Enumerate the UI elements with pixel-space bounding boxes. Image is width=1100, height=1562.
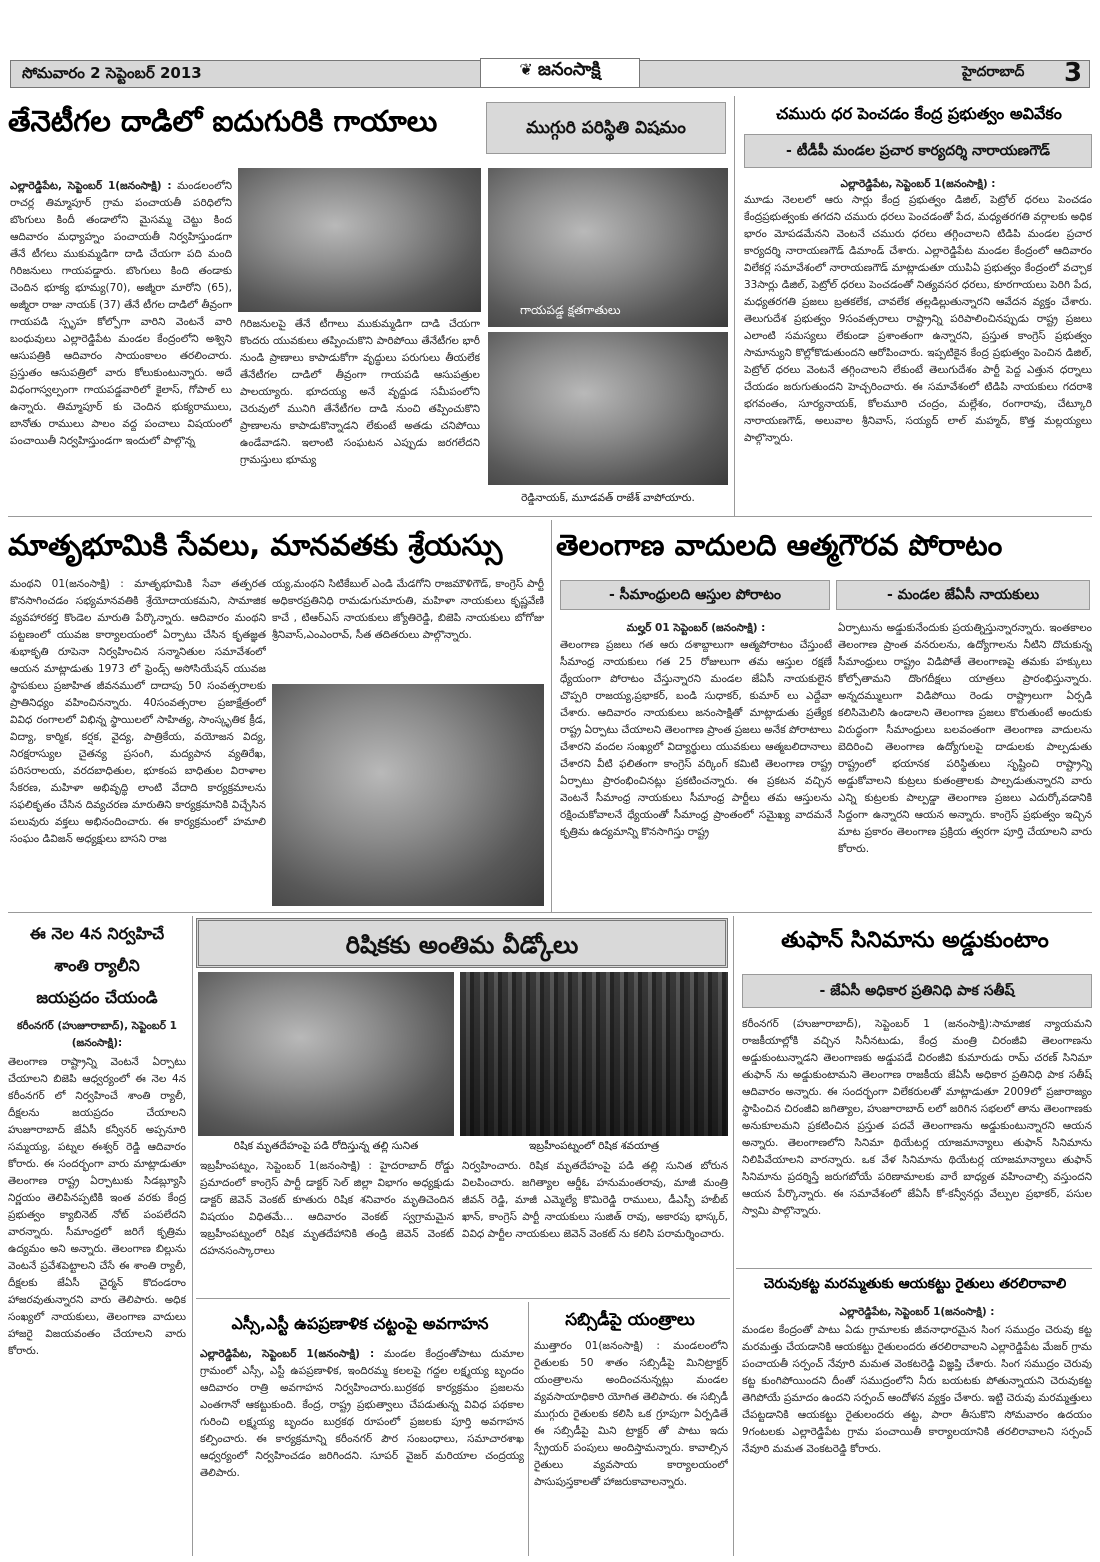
a4-col1-text: తెలంగాణ ప్రజలు గత ఆరు దశాబ్దాలుగా ఆత్మపోరాటం చేస్తుంటే సీమాంధ్ర నాయకులు గత 25 రోజులుగా తమ ఆస్తుల రక్షణే ధ్యేయంగా పోరాటం చేస్తున్నారని మండల జేఏసీ నాయకులైన చొప్పరి రాజయ్య,ప్రభాకర్, బండి సుధాకర్, కుమార్ లు ఎద్దేవా చేశారు. ఆదివారం నాయకులు జనంసాక్షితో మాట్లాడుతు ప్రత్యేక రాష్ట్ర ఏర్పాటు చేయాలని తెలంగాణ ప్రాంత ప్రజలు అనేక పోరాటాలు చేశారని వందల సంఖ్యలో విద్యార్థులు యువకులు ఆత్మబలిదానాలు చేశారని వీటి ఫలితంగా కాంగ్రెస్ వర్కింగ్ కమిటి తెలంగాణ రాష్ట్ర ఏర్పాటు ప్రారంభించినట్లు ప్రకటించన్నారు. ఈ ప్రకటన వచ్చిన వెంటనే సీమాంధ్ర నాయకులు సీమాంధ్ర పార్టీలు తమ ఆస్తులను రక్షించుకోవాలనే ధ్యేయంతో సీమాంధ్ర ప్రాంతంలో సమైఖ్య వాదమనే కృత్రిమ ఉద్యమాన్ని కొనసాగిస్తు రాష్ట్ర <box>560 639 832 838</box>
a9-body <box>200 1346 524 1546</box>
a9-headline: ఎస్సీ,ఎస్టీ ఉపప్రణాళిక చట్టంపై అవగాహన <box>231 1314 489 1333</box>
a8-headline: చెరువుకట్ట మరమ్మతుకు ఆయకట్టు రైతులు తరలిరావాలి <box>763 1276 1067 1292</box>
a4-col1 <box>560 620 832 908</box>
a1-photo-1 <box>238 168 481 312</box>
a1-photo-caption-2: రెడ్డినాయక్, మూడవత్ రాజేశ్ వాపోయారు. <box>521 492 695 504</box>
a3-headline: మాతృభూమికి సేవలు, మానవతకు శ్రేయస్సు <box>8 528 503 562</box>
a6-headline: రిషికకు అంతిమ వీడ్కోలు <box>196 918 728 968</box>
a6-col2: నిర్వహించారు. రిషిక మృతదేహంపై పడి తల్లి సునిత బోరున విలపించారు. జగిత్యాల ఆర్డీఓ హనుమంతరావు, మాజీ మంత్రి జీవన్ రెడ్డి, మాజీ ఎమ్మెల్యే కొమిరెడ్డి రాములు, డీఎస్పీ హబీబ్ ఖాన్, కాంగ్రెస్ పార్టీ నాయకులు సుజిత్ రావు, అకారపు భాస్కర్, వివిధ పార్టీల నాయకులు జెవెన్ వెంకట్ ను కలిసి పరామర్శించారు. <box>462 1160 728 1240</box>
logo-text: జనంసాక్షి <box>537 59 601 80</box>
a4-col2: ఏర్పాటును అడ్డుకునేందుకు ప్రయత్నిస్తున్నారన్నారు. ఇంతకాలం తెలంగాణ ప్రాంత వనరులను, ఉద్యోగాలను నీటిని దొచుకున్న సీమాంధ్రులు రాష్ట్రం విడిపోతే తెలంగాణపై తమకు హక్కులు కోల్పోతామని దొంగదీక్షలు యాత్రలు ప్రారంభిస్తున్నారు. అన్నదమ్ములుగా విడిపోయి రెండు రాష్ట్రాలుగా ఏర్పడి కలిసిమెలిసి ఉండాలని తెలంగాణ ప్రజలు కొరుతుంటే అందుకు విరుద్ధంగా సీమాంధ్రులు బలవంతంగా తెలంగాణ వాదులను బెదిరించి తెలంగాణ ఉద్యోగులపై దాడులకు పాల్పడుతు రాష్ట్రంలో భయానక పరిస్థితులు సృష్టించి రాష్ట్రాన్ని అడ్డుకోవాలని కుట్రలు కుతంత్రాలకు పాల్పడుతున్నారని వారు ఎన్ని కుట్రలకు పాల్పడ్డా తెలంగాణ ప్రజలు ఎదుర్కోవడానికి సిద్దంగా ఉన్నారని ఆయన అన్నారు. కాంగ్రెస్ ప్రభుత్వం ఇచ్చిన మాట ప్రకారం తెలంగాణ ప్రక్రియ త్వరగా పూర్తి చేయాలని వారు కోరారు. <box>838 622 1092 855</box>
a7-body: కరీంనగర్ (హుజూరాబాద్), సెప్టెంబర్ 1 (జనంసాక్షి):సామాజిక న్యాయమని రాజకీయాల్లోకి వచ్చిన సినీనటుడు, కేంద్ర మంత్రి చిరంజీవి తెలంగాణను అడ్డుకుంటున్నాడని తెలంగాణకు అడ్డుపడే చిరంజీవి కుమారుడు రామ్ చరణ్ సినిమా తుఫాన్ ను అడ్డుకుంటామని తెలంగాణ రాజకీయ జేఏసీ అధికార ప్రతినిధి పాక సతీష్ ఆదివారం అన్నారు. ఈ సందర్భంగా విలేకరులతో మాట్లాడుతూ 2009లో ప్రజారాజ్యం స్థాపించిన చిరంజీవి జగిత్యాల, హుజూరాబాద్ లలో జరిగిన సభలలో తాను తెలంగాణకు అనుకూలమని ప్రకటించిన ప్రస్తుత పదవే తెలంగాణను అడ్డుకుంటున్నారని ఆయన అన్నారు. తెలంగాణలోని సినిమా థియేటర్ల యాజమాన్యాలు తుఫాన్ సినిమాను నిలిపివేయాలని వారన్నారు. ఒక వేళ సినిమాను థియేటర్ల యాజమాన్యాలు తుఫాన్ సినిమాను ప్రదర్శిస్తే జరుగబోయే పరిణామాలకు వారే బాధ్యత వహించాల్సి వస్తుందని ఆయన పేర్కొన్నారు. ఈ సమావేశంలో జేఏసీ కో-కన్వీనర్లు వేల్పుల ప్రభాకర్, పసుల స్వామి పాల్గొన్నారు. <box>742 1018 1092 1217</box>
a5-headline <box>6 918 188 1014</box>
a1-photo-3 <box>488 332 728 485</box>
a1-dateline: ఎల్లారెడ్డిపేట, సెప్టెంబర్ 1(జనంసాక్షి) : <box>10 180 172 192</box>
a2-subhead: - టీడీపీ మండల ప్రచార కార్యదర్శి నారాయణగౌడ్ <box>744 134 1092 168</box>
masthead-date: సోమవారం 2 సెప్టెంబర్ 2013 <box>22 64 202 82</box>
a6-col1: ఇబ్రహీంపట్నం, సెప్టెంబర్ 1(జనంసాక్షి) : హైదరాబాద్ రోడ్డు ప్రమాదంలో కాంగ్రెస్ పార్టీ డాక్టర్ సెల్ జిల్లా విభాగం అధ్యక్షుడు డాక్టర్ జెవెన్ వెంకట్ కూతురు రిషిక శనివారం మృతిచెందిన విషయం విధితమే... ఆదివారం వెంకట్ స్వగ్రామమైన ఇబ్రహీంపట్నంలో రిషిక మృతదేహానికి తండ్రి జెవెన్ వెంకట్ దహనసంస్కారాలు <box>200 1160 454 1257</box>
a8-dateline: ఎల్లారెడ్డిపేట, సెప్టెంబర్ 1(జనంసాక్షి) : <box>839 1306 995 1318</box>
divider-row1 <box>8 516 1092 517</box>
col-divider <box>551 520 552 912</box>
a1-subhead: ముగ్గురి పరిస్థితి విషమం <box>486 102 726 154</box>
a10-body: ముత్తారం 01(జనంసాక్షి) : మండలంలోని రైతులకు 50 శాతం సబ్సిడీపై మినిట్రాక్టర్ యంత్రాలను అందించనున్నట్లు మండల వ్యవసాయాధికారి యోగిత తెలిపారు. ఈ సబ్సిడీ ముగ్గురు రైతులకు కలిసి ఒక గ్రూపుగా ఏర్పడితే ఈ సబ్సిడీపై మిని ట్రాక్టర్ తో పాటు ఇదు స్ప్రేయర్ పంపులు అందిస్తామన్నారు. కావాల్సిన రైతులు వ్యవసాయ కార్యాలయంలో పాసుపుస్తకాలతో హాజరుకావాలన్నారు. <box>534 1340 728 1488</box>
a7-subhead: - జేఏసీ అధికార ప్రతినిధి పాక సతీష్ <box>742 974 1092 1008</box>
col-divider <box>192 916 193 1556</box>
a3-col2: య్య,మంథని సిటికేబుల్ ఎండి మేడగోని రాజమౌళిగౌడ్, కాంగ్రెస్ పార్టీ అధికారప్రతినిధి రామడుగుమారుతి, మహిళా నాయకులు కృష్ణవేణి కాచే , టిఆర్ఎస్ నాయకులు జ్యోతిరెడ్డి, బిజెపి నాయకులు బోగోజు శ్రీనివాస్,ఎంఎంరావ్, సీత తదితరులు పాల్గొన్నారు. <box>272 578 544 641</box>
divider-row2 <box>8 912 1092 913</box>
a8-body: మండల కేంద్రంతో పాటు ఏడు గ్రామాలకు జీవనాధారమైన సింగ సముద్రం చెరువు కట్ట మరమత్తు చేయడానికి ఆయకట్టు రైతులందరు తరలిరావాలని ఎల్లారెడ్డిపేట మేజర్ గ్రామ పంచాయతీ సర్పంచ్ నేవూరి మమత వెంకటరెడ్డి విజ్ఞప్తి చేశారు. సింగ సముద్రం చెరువు కట్ట కుంగిపోయిందని దీంతో సముద్రంలోని నీరు బయటకు పోతున్నాయని చెరువుకట్ట తెగిపోయే ప్రమాదం ఉందని సర్పంచ్ ఆందోళన వ్యక్తం చేశారు. ఇట్టి చెరువు మరమ్మత్తులు చేపట్టడానికి ఆయకట్టు రైతులందరు తట్ట, పారా తీసుకొని సోమవారం ఉదయం 9గంటలకు ఎల్లారెడ్డిపేట గ్రామ పంచాయితీ కార్యాలయానికి తరలిరావాలని సర్పంచ్ నేవూరి మమత వెంకటరెడ్డి కోరారు. <box>742 1324 1092 1455</box>
a6-photo-left <box>198 972 454 1136</box>
a5-body: తెలంగాణ రాష్ట్రాన్ని వెంటనే ఏర్పాటు చేయాలని బిజెపి ఆధ్వర్యంలో ఈ నెల 4న కరీంనగర్ లో నిర్వహించే శాంతి ర్యాలీ, దీక్షలను జయప్రదం చేయాలని హుజూరాబాద్ జేఏసీ కన్వీనర్ అప్పనూరి సమ్మయ్య, పట్నల ఈశ్వర్ రెడ్డి ఆదివారం కోరారు. ఈ సందర్భంగా వారు మాట్లాడుతూ తెలంగాణ రాష్ట్ర ఏర్పాటుకు సిడబ్ల్యూసి నిర్ణయం తెలిపినప్పటికి ఇంత వరకు కేంద్ర ప్రభుత్వం క్యాబినెట్ నోట్ పంపలేదని వారన్నారు. సీమాంధ్రలో జరిగే కృత్రిమ ఉద్యమం అని అన్నారు. తెలంగాణ బిల్లును వెంటనే ప్రవేశపెట్టాలని చేసే ఈ శాంతి ర్యాలీ, దీక్షలకు జేఏసీ చైర్మన్ కొదండరాం హాజరవుతున్నారని వారు తెలిపారు. అధిక సంఖ్యలో నాయకులు, తెలంగాణ వాదులు హాజరై విజయవంతం చేయాలని వారు కోరారు. <box>8 1056 186 1357</box>
a1-col2: గిరిజనులపై తేనే టీగాలు ముకుమ్మడిగా దాడి చేయగా కొందరు యువకులు తప్పించుకొని పారిపోయి తేనేటీగల భారీ నుండి ప్రాణాలు కాపాడుకోగా వృద్ధులు పరుగులు తీయలేక తేనేటీగల దాడిలో తీవ్రంగా గాయపడి ఆసుపత్రుల పాలయ్యారు. భూదయ్య అనే వృద్దుడ సమీపంలోని చెరువులో మునిగి తేనేటీగల దాడి నుంచి తప్పించుకొని ప్రాణాలను కాపాడుకొన్నాడని లేకుంటే అతడు చనిపోయి ఉండేవాడని. ఇలాంటి సంఘటన ఎప్పుడు జరగలేదని గ్రామస్తులు భూమ్య <box>240 318 480 466</box>
a5-dateline: కరీంనగర్ (హుజూరాబాద్), సెప్టెంబర్ 1 (జనంసాక్షి): <box>17 1020 177 1049</box>
a2-headline: చమురు ధర పెంచడం కేంద్ర ప్రభుత్వం అవివేకం <box>776 104 1062 123</box>
a4-subhead-2: - మండల జేఏసీ నాయకులు <box>836 580 1090 610</box>
divider-a6 <box>196 1298 730 1299</box>
logo-leaf-icon: ❦ <box>519 60 533 79</box>
a6-photo-right <box>460 972 728 1136</box>
a9-body-text: మండల కేంద్రంతోపాటు దుమాల గ్రామంలో ఎస్సీ, ఎస్టీ ఉపప్రణాళిక, ఇందిరమ్మ కలలపై గద్దల లక్ష్మయ్య బృందం ఆదివారం రాత్రి అవగాహన నిర్వహించారు.బుర్రకథ కార్యక్రమం ప్రజలను ఎంతగానో ఆకట్టుకుంది. కేంద్ర, రాష్ట్ర ప్రభుత్వాలు చేపడుతున్న వివిధ పథకాల గురించి లక్ష్మయ్య బృందం బుర్రకథ రూపంలో ప్రజలకు పూర్తి అవగాహన కల్పించారు. ఈ కార్యక్రమాన్ని కరీంనగర్ పౌర సంబంధాలు, సమాచారశాఖ ఆధ్వర్యంలో నిర్వహించడం జరిగిందని. సూపర్ వైజర్ మరియాల చంద్రయ్య తెలిపారు. <box>200 1348 524 1479</box>
col-divider <box>734 96 735 516</box>
a1-photo-caption-1: గాయపడ్డ క్షతగాతులు <box>520 303 621 317</box>
a6-caption-right: ఇబ్రహీంపట్నంలో రిషిక శవయాత్ర <box>528 1140 660 1152</box>
page-number: 3 <box>1064 58 1083 88</box>
a1-col1 <box>10 178 232 510</box>
logo <box>480 58 640 88</box>
a5-headline-line-2: శాంతి ర్యాలీని <box>54 956 140 975</box>
a3-col1: మంథని 01(జనంసాక్షి) : మాతృభూమికి సేవా తత్పరత కొనసాగించడం సభ్యమానవతికి శ్రేయోదాయకమని, సామాజిక వ్యవహారకర్త కొండెల మారుతి పేర్కొన్నారు. ఆదివారం మంథని పట్టణంలో యువజ కార్యాలయంలో ఏర్పాటు చేసిన కృతజ్ఞత శుభాకృతి రూపెనా నిర్వహించిన సన్మానితుల సమావేశంలో ఆయన మాట్లాడుతు 1973 లో ఫ్రెండ్స్ అసోసియేషన్ యువజ స్థాపకులు ప్రజాహిత జీవనములో దాదాపు 50 సంవత్సరాలకు ప్రాతినిధ్యం వహించినన్నారు. 40సంవత్సరాల ప్రజాక్షేత్రంలో వివిధ రంగాలలో విభిన్న స్థాయిలలో సాహిత్య, సాంస్కృతిక క్రీడ, విద్యా, కార్మిక, కర్షక, వైద్య, పాత్రికేయ, వయోజన విద్య, నిరక్షరాస్యుల చైతన్య ప్రసంగి, మద్యపాన వ్యతిరేఖ, పరిసరాలయ, వరదబాధితుల, భూకంప బాధితుల విరాళాల సేకరణ, మహిళా అభివృద్ధి లాంటి వేదాది కార్యక్రమాలను సఫలికృతం చేసిన దివ్యచరణ మారుతిని కార్యక్రమానికి విచ్చేసిన పలువురు వక్తలు అభినందించారు. ఈ కార్యక్రమంలో హమాలి సంఘం డివిజన్ అధ్యక్షులు బాసని రాజ <box>10 578 266 845</box>
a1-headline: తేనెటీగల దాడిలో ఐదుగురికి గాయాలు <box>8 104 438 138</box>
a4-dateline: మల్హర్ 01 సెప్టెంబర్ (జనంసాక్షి) : <box>626 622 766 634</box>
a2-body: మూడు నెలలలో ఆరు సార్లు కేంద్ర ప్రభుత్వం డిజిల్, పెట్రోల్ ధరలు పెంచడం కేంద్రప్రభుత్వంకు తగదని చమురు ధరలు పెంచడంతో పేద, మధ్యతరగతి వర్గాలకు అధిక భారం మోపడమేనని వెంటనే చమురు ధరలు తగ్గించాలని టిడిపి మండల ప్రచార కార్యదర్శి నారాయణగౌడ్ డిమాండ్ చేశారు. ఎల్లారెడ్డిపేట మండల కేంద్రంలో ఆదివారం విలేకర్ల సమావేశంలో నారాయణగౌడ్ మాట్లాడుతూ యుపిఏ ప్రభుత్వం కేంద్రంలో వచ్చాక 33సార్లు డిజిల్, పెట్రోల్ ధరలు పెంచడంతో నిత్యవసర ధరలు, కూరగాయలు పెరిగి పేద, మధ్యతరగతి ప్రజలు బ్రతకలేక, చావలేక తల్లడిల్లుతున్నారని ఆవేదన వ్యక్తం చేశారు. తెలుగుదేశ ప్రభుత్వం 9సంవత్సరాలు రాష్ట్రాన్ని పరిపాలించినప్పుడు రాష్ట్ర ప్రజలు ఎలాంటి సమస్యలు లేకుండా ప్రశాంతంగా ఉన్నారని, ప్రస్తుత కాంగ్రెస్ ప్రభుత్వం సామాన్యుని కొల్లోకొడుతుందని ఆరోపించారు. ఇప్పటికైన కేంద్ర ప్రభుత్వం పెంచిన డిజిల్, పెట్రోల్ ధరలు వెంటనే తగ్గించాలని లేకుంటే తెలుగుదేశం పార్టీ పెద్ద ఎత్తున ధర్నాలు చేయడం జరుగుతుందని హెచ్చరించారు. ఈ సమావేశంలో టిడిపి నాయకులు గదరాశి భగవంతం, సూర్యనాయక్, కోలమూరి చంద్రం, మల్లేశం, రంగారావు, చేట్కూరి నారాయణగౌడ్, అలువాల శ్రీనివాస్, సయ్యద్ లాల్ మహ్మద్, కొత్త మల్లయ్యలు పాల్గొన్నారు. <box>744 194 1092 444</box>
a5-headline-line-1: ఈ నెల 4న నిర్వహిచే <box>29 924 165 943</box>
a9-dateline: ఎల్లారెడ్డిపేట, సెప్టెంబర్ 1(జనంసాక్షి) : <box>200 1348 375 1360</box>
a4-subhead-1: - సీమాంధ్రులది ఆస్తుల పోరాటం <box>560 580 830 610</box>
a6-caption-left: రిషిక మృతదేహంపై పడి రోదిస్తున్న తల్లి సునిత <box>233 1140 419 1152</box>
a7-headline: తుఫాన్ సినిమాను అడ్డుకుంటాం <box>781 928 1049 953</box>
col-divider <box>528 1302 529 1556</box>
a3-photo <box>272 684 544 906</box>
a4-headline: తెలంగాణ వాదులది ఆత్మగౌరవ పోరాటం <box>556 528 1003 562</box>
a10-headline: సబ్సిడీపై యంత్రాలు <box>565 1310 695 1330</box>
col-divider <box>733 916 734 1556</box>
a2-dateline: ఎల్లారెడ్డిపేట, సెప్టెంబర్ 1(జనంసాక్షి) : <box>840 178 996 190</box>
a5-headline-line-3: జయప్రదం చేయండి <box>36 988 158 1007</box>
divider-a7 <box>736 1268 1092 1269</box>
masthead-city: హైదరాబాద్ <box>962 64 1025 80</box>
a1-col1-text: మండలంలోని రాచర్ల తిమ్మాపూర్ గ్రామ పంచాయతీ పరిధిలోని బొంగులు కిందీ తండాలోని మైసమ్మ చెట్టు కింద ఆదివారం మధ్యాహ్నం పంచాయతీ నిర్వహిస్తుండగా తేనే టీగలు ముకుమ్మడిగా దాడి చేయగా పది మంది గిరిజనులు గాయపడ్డారు. బొంగులు కింది తండాకు చెందిన భూక్య భూమ్య(70), అజ్మీరా మారోని (65), అజ్మీరా రాజు నాయక్ (37) తేనే టీగల దాడిలో తీవ్రంగా గాయపడి స్పృహ కోల్పోగా వారిని వెంటనే వారి బంధువులు ఎల్లారెడ్డిపేట మండల కేంద్రంలోని అశ్విని ఆసుపత్రికి ఆదివారం సాయంకాలం తరలించారు. ప్రస్తుతం ఆసుపత్రిలో వారు కోలుకుంటున్నారు. అదే విధంగాస్వల్పంగా గాయపడ్డవారిలో కైలాస్, గోపాల్ లు ఉన్నారు. తిమ్మాపూర్ కు చెందిన భుక్యరాములు, బానోతు రాములు పాలం వద్ద పంచాలు విషయంలో పంచాయితీ నిర్వహిస్తుండగా ఇందులో పాల్గొన్న <box>10 180 232 447</box>
